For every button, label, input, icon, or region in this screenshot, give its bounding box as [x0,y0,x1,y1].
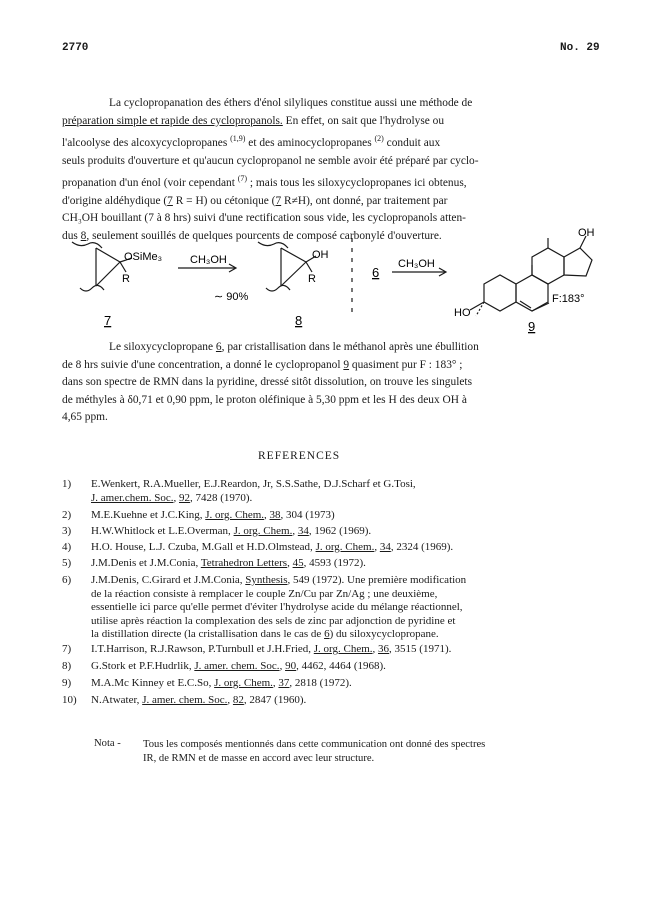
reference-text [91,574,607,588]
reference-authors: G.Stork et P.F.Hudrlik, [91,660,195,672]
reference-number: 2) [62,509,72,521]
intro-line-3 [62,130,607,152]
reference-text [91,541,607,555]
reagent-methanol-1: CH₃OH [190,254,227,266]
second-line-1-c: , par cristallisation dans le méthanol après une ébullition [221,341,479,353]
wavy-bond-7a [72,242,102,248]
reference-volume: 38 [269,509,281,521]
intro-line-7: CH₃OH bouillant (7 à 8 hrs) suivi d'une rectification sous vide, les cyclopropanols atten- [62,212,466,225]
reference-pages: , 4462, 4464 (1968). [296,660,386,672]
r-group-8: R [308,273,316,285]
references-heading: REFERENCES [258,450,341,462]
reference-pages: , 304 (1973) [280,509,335,521]
intro-line-4: seuls produits d'ouverture et qu'aucun cyclopropanol ne semble avoir été préparé par cyclo- [62,154,479,167]
reference-number: 10) [62,694,77,706]
reference-journal: Synthesis [245,574,288,586]
citation-2: (2) [374,134,384,144]
reference-number: 7) [62,643,72,655]
second-line-1-a: Le siloxycyclopropane [109,341,216,353]
intro-line-8-c: , seulement souillés de quelques pourcents de composé carbonylé d'ouverture. [86,229,442,242]
reference-authors: N.Atwater, [91,694,143,706]
reference-text [91,525,607,539]
second-line-2-c: quasiment pur F : 183° ; [349,358,463,371]
reference-sep: , [173,491,179,504]
yield-label: ∼ 90% [214,291,249,303]
reference-note-a: la distillation directe (la cristallisation dans le cas de [91,628,325,640]
intro-line-2-rest: En effet, on sait que l'hydrolyse ou [282,114,445,127]
reference-authors: I.T.Harrison, R.J.Rawson, P.Turnbull et J.H.Fried, [91,643,314,655]
citation-1-9: (1,9) [230,134,246,144]
intro-line-1: La cyclopropanation des éthers d'énol silyliques constitue aussi une méthode de [109,97,473,109]
reference-number: 8) [62,660,72,672]
bond-7b [96,248,120,262]
reference-text [91,509,607,523]
reference-authors: M.A.Mc Kinney et E.C.So, [91,677,215,689]
nota-label: Nota - [94,738,121,749]
intro-line-5-c: ; mais tous les siloxycyclopropanes ici obtenus, [247,176,467,189]
melting-point: F:183° [552,293,585,305]
reference-number: 4) [62,541,72,553]
intro-paragraph [62,95,607,245]
reference-journal: J. org. Chem. [313,643,373,655]
reference-text [91,643,607,657]
siloxy-substituent: OSiMe₃ [124,251,163,263]
second-line-4: de méthyles à δ0,71 et 0,90 ppm, le proton oléfinique à 5,30 ppm et les H des deux OH à [62,393,467,406]
reference-note-line: de la réaction consiste à remplacer le couple Zn/Cu par Zn/Ag ; une deuxième, [91,587,438,600]
reference-note-c: ) du siloxycyclopropane. [329,628,439,640]
reference-pages: , 4593 (1972). [303,557,366,569]
reference-sep: , [372,643,379,655]
intro-line-8-a: dus [62,229,81,242]
reference-text [91,660,607,674]
reference-journal: J. amer.chem. Soc. [91,491,174,504]
reference-pages: , 7428 (1970). [189,491,253,504]
intro-line-5-a: propanation d'un énol (voir cependant [62,176,238,189]
reference-volume: 37 [278,677,290,689]
reference-authors: J.M.Denis et J.M.Conia, [91,557,201,569]
reference-pages: , 1962 (1969). [308,525,372,537]
intro-line-5 [62,170,607,192]
intro-line-6-a: d'origine aldéhydique ( [62,194,168,207]
reaction-scheme [0,228,672,338]
second-paragraph [62,339,607,427]
reference-journal: J. org. Chem. [315,541,375,553]
compound-label-9: 9 [528,319,536,334]
second-line-5: 4,65 ppm. [62,411,108,424]
reagent-methanol-2: CH₃OH [398,258,435,270]
reference-volume: 82 [232,694,244,706]
reference-authors: H.O. House, L.J. Czuba, M.Gall et H.D.Olmstead, [91,541,316,553]
bond-7c [96,262,120,286]
reference-authors: M.E.Kuehne et J.C.King, [91,509,206,521]
reference-volume: 36 [378,643,390,655]
citation-7: (7) [237,174,248,184]
reference-volume: 92 [178,491,190,504]
r-group-7: R [122,273,130,285]
reference-note-line: essentielle ici parce qu'elle permet d'éviter l'hydrolyse acide du mélange réactionnel, [91,601,463,613]
start-compound-6: 6 [372,265,380,280]
second-line-2-a: de 8 hrs suivie d'une concentration, a donné le cyclopropanol [62,358,344,371]
reference-journal: J. org. Chem. [214,677,273,689]
intro-line-6 [62,193,607,211]
reference-authors: H.W.Whitlock et L.E.Overman, [91,525,234,537]
compound-ref-7b: 7 [275,194,282,207]
nota-line-2: IR, de RMN et de masse en accord avec leur structure. [143,752,375,764]
reference-journal: J. org. Chem. [205,509,265,521]
reference-journal: Tetrahedron Letters [200,557,288,569]
reference-item [62,478,607,506]
reference-sep: , [287,557,293,569]
reference-note-line: utilise après réaction la complexation des sels de zinc par adjonction de pyridine et [91,614,456,627]
hydroxyl-17: OH [578,228,595,239]
intro-line-2 [62,113,607,131]
reference-sep: , [374,541,380,553]
intro-line-6-c: R = H) ou cétonique ( [172,194,276,207]
compound-ref-6: 6 [215,341,222,353]
hydroxyl-8: OH [312,249,329,261]
reference-sep: , [292,525,298,537]
issue-number: No. 29 [560,42,600,54]
intro-line-3-a: l'alcoolyse des alcoxycyclopropanes [62,136,231,149]
reference-text [91,694,607,708]
compound-ref-7a: 7 [167,194,173,207]
reference-sep: , [279,660,286,672]
second-line-1 [62,339,607,357]
compound-label-8: 8 [295,313,303,328]
reference-sep: , [227,694,233,706]
reference-text [91,677,607,691]
intro-line-6-e: R≠H), ont donné, par traitement par [281,194,448,207]
compound-ref-6: 6 [324,628,330,640]
wavy-bond-7b [80,285,104,291]
second-line-2 [62,357,607,375]
reference-number: 1) [62,478,72,490]
reference-volume: 34 [297,525,309,537]
reference-pages: , 3515 (1971). [389,643,452,655]
compound-ref-8: 8 [80,229,87,242]
reference-pages: , 2324 (1969). [390,541,454,553]
wavy-bond-8a [258,242,288,248]
second-line-3: dans son spectre de RMN dans la pyridine, dressé sitôt dissolution, on trouve les singulets [62,376,473,389]
reference-source [91,492,607,506]
reference-journal: J. amer. chem. Soc. [142,694,228,706]
page-number: 2770 [62,42,89,54]
reference-text [91,557,607,571]
reference-sep: , [272,677,279,689]
compound-label-7: 7 [104,313,112,328]
intro-emphasis: préparation simple et rapide des cyclopropanols. [62,114,283,127]
reference-number: 3) [62,525,72,537]
reference-number: 6) [62,574,72,586]
reference-item [62,574,607,644]
nota-line-1: Tous les composés mentionnés dans cette communication ont donné des spectres [143,739,486,750]
hydroxyl-3: HO [454,307,471,319]
reference-journal: J. org. Chem. [233,525,293,537]
compound-ref-9: 9 [343,358,350,371]
intro-line-3-e: conduit aux [383,136,441,149]
reference-note-line [91,628,607,642]
intro-line-3-c: et des aminocyclopropanes [245,136,375,149]
reference-volume: 34 [379,541,391,553]
reference-pages: , 2847 (1960). [243,694,307,706]
reference-pages: , 549 (1972). Une première modification [287,574,467,586]
reference-sep: , [264,509,270,521]
reference-number: 5) [62,557,72,569]
nota-text [143,738,603,765]
reference-authors: J.M.Denis, C.Girard et J.M.Conia, [91,574,246,586]
reference-number: 9) [62,677,72,689]
reference-journal: J. amer. chem. Soc. [194,660,280,672]
reference-authors: E.Wenkert, R.A.Mueller, E.J.Reardon, Jr, S.S.Sathe, D.J.Scharf et G.Tosi, [91,478,416,490]
reference-volume: 90 [285,660,297,672]
reference-pages: , 2818 (1972). [289,677,352,689]
wavy-bond-8b [266,285,290,291]
reference-volume: 45 [292,557,304,569]
